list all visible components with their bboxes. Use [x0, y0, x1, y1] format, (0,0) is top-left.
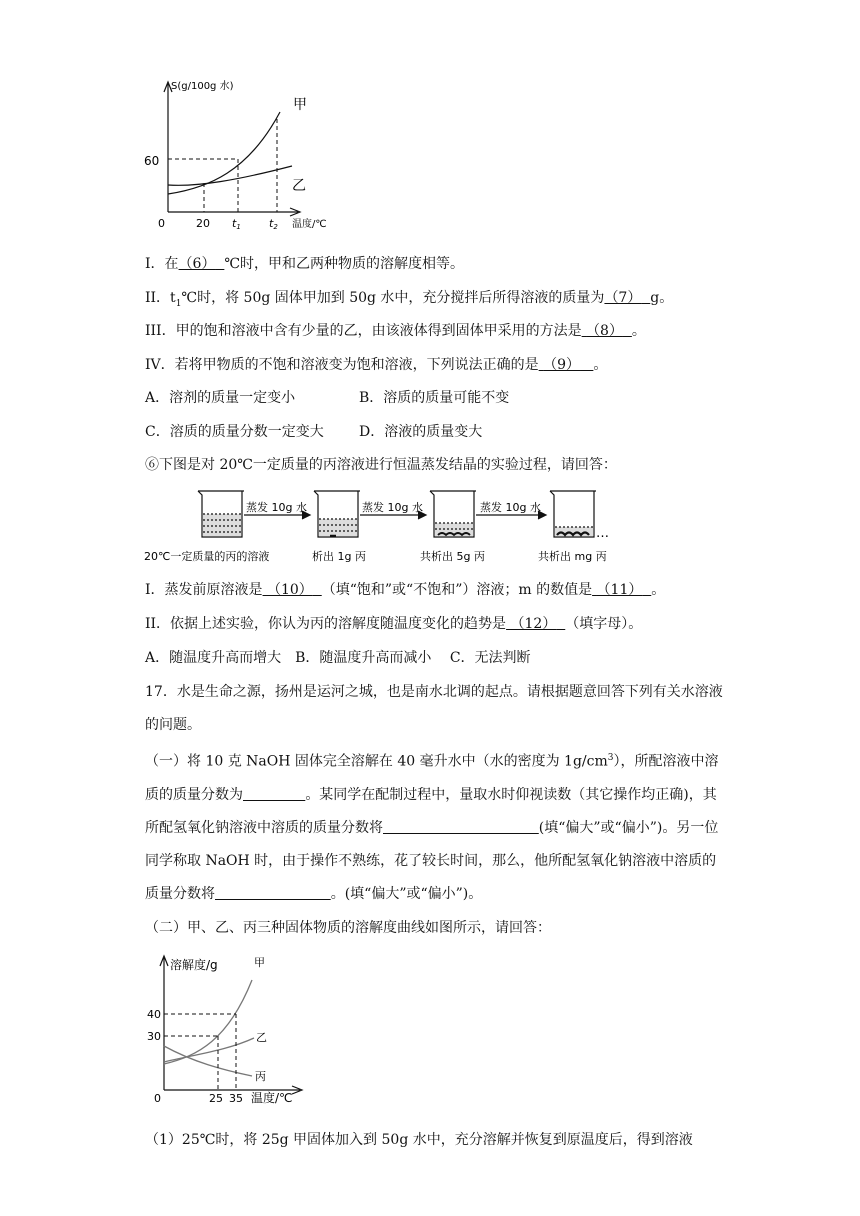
curve-bing: [164, 1046, 252, 1076]
option-D: D．溶液的质量变大: [359, 424, 483, 440]
beaker-1: [198, 491, 244, 537]
tick-60: 60: [144, 154, 160, 168]
q2-I: I．蒸发前原溶液是 （10） （填“饱和”或“不饱和”）溶液；m 的数值是 （11） 。: [145, 582, 666, 598]
ylabel: 溶解度/g: [170, 958, 218, 972]
q17-section-2: （二）甲、乙、丙三种固体物质的溶解度曲线如图所示，请回答：: [145, 920, 551, 936]
caption-1: 20℃一定质量的丙的溶液: [144, 550, 270, 563]
tick-0: 0: [154, 1092, 161, 1105]
ylabel: S(g/100g 水): [171, 81, 234, 92]
q17-question-1: （1）25℃时，将 25g 甲固体加入到 50g 水中，充分溶解并恢复到原温度后，得到溶液: [145, 1132, 693, 1148]
q17-section-1: （一）将 10 克 NaOH 固体完全溶解在 40 毫升水中（水的密度为 $1g/cm^3$），所配溶液中溶质的质量分数为 。某同学在配制过程中，量取水时仰视读数（其它操作均正确)，其所配氢氧化钠溶液中溶质的质量分数将 (填“偏大”或“偏小”)。另一位同学称取 NaOH 时，由于操作不熟练，花了较长时间，那么，他所配氢氧化钠溶液中溶质的质量分数将 。(填“偏大”或“偏小”)。: [145, 753, 719, 902]
evap-label-3: 蒸发 10g 水: [480, 501, 541, 514]
q1-IV: IV．若将甲物质的不饱和溶液变为饱和溶液，下列说法正确的是 （9） 。: [145, 357, 608, 373]
option-B: B．溶质的质量可能不变: [359, 390, 510, 406]
ellipsis: …: [596, 526, 609, 541]
option-C: C．溶质的质量分数一定变大: [145, 424, 324, 440]
tick-40: 40: [147, 1008, 161, 1021]
caption-2: 析出 1g 丙: [312, 550, 366, 563]
curve-yi: [164, 1038, 254, 1062]
q6-intro: ⑥下图是对 20℃一定质量的丙溶液进行恒温蒸发结晶的实验过程，请回答：: [145, 457, 617, 473]
evap-label-2: 蒸发 10g 水: [362, 501, 423, 514]
curve-jia: [164, 980, 252, 1064]
q1-I: I．在（6） ℃时，甲和乙两种物质的溶解度相等。: [145, 256, 465, 272]
tick-20: 20: [196, 217, 210, 230]
tick-30: 30: [147, 1030, 161, 1043]
beaker-2: [314, 491, 360, 537]
caption-4: 共析出 mg 丙: [538, 550, 607, 563]
beaker-4: [550, 491, 596, 537]
q2-options: A．随温度升高而增大 B．随温度升高而减小 C．无法判断: [145, 650, 531, 666]
tick-t1: t1: [232, 217, 241, 231]
curve-jia: [168, 112, 280, 194]
q17-intro: 17．水是生命之源，扬州是运河之城，也是南水北调的起点。请根据题意回答下列有关水溶液的问题。: [145, 684, 723, 733]
tick-25: 25: [209, 1092, 223, 1105]
curve-yi: [168, 166, 292, 185]
label-yi: 乙: [256, 1031, 267, 1044]
option-A: A．溶剂的质量一定变小: [145, 390, 296, 406]
q1-II: II．$t_1℃$时，将 50g 固体甲加到 50g 水中，充分搅拌后所得溶液的质量为（7） g。: [145, 290, 674, 309]
label-jia: 甲: [293, 97, 307, 113]
evaporation-diagram: [140, 485, 630, 567]
label-yi: 乙: [292, 178, 306, 194]
solubility-chart-2: [138, 950, 318, 1110]
tick-35: 35: [229, 1092, 243, 1105]
beaker-3: [430, 491, 476, 537]
tick-0: 0: [158, 217, 165, 230]
label-jia: 甲: [254, 956, 265, 969]
caption-3: 共析出 5g 丙: [420, 550, 485, 563]
q2-II: II．依据上述实验，你认为丙的溶解度随温度变化的趋势是 （12） （填字母）。: [145, 616, 643, 632]
label-bing: 丙: [255, 1070, 266, 1083]
evap-label-1: 蒸发 10g 水: [246, 501, 307, 514]
tick-t2: t2: [269, 217, 278, 231]
q1-III: III．甲的饱和溶液中含有少量的乙，由该液体得到固体甲采用的方法是 （8） 。: [145, 323, 646, 339]
solubility-chart-1: [138, 72, 338, 232]
xlabel: 温度/℃: [292, 219, 327, 230]
xlabel: 温度/℃: [251, 1091, 293, 1105]
